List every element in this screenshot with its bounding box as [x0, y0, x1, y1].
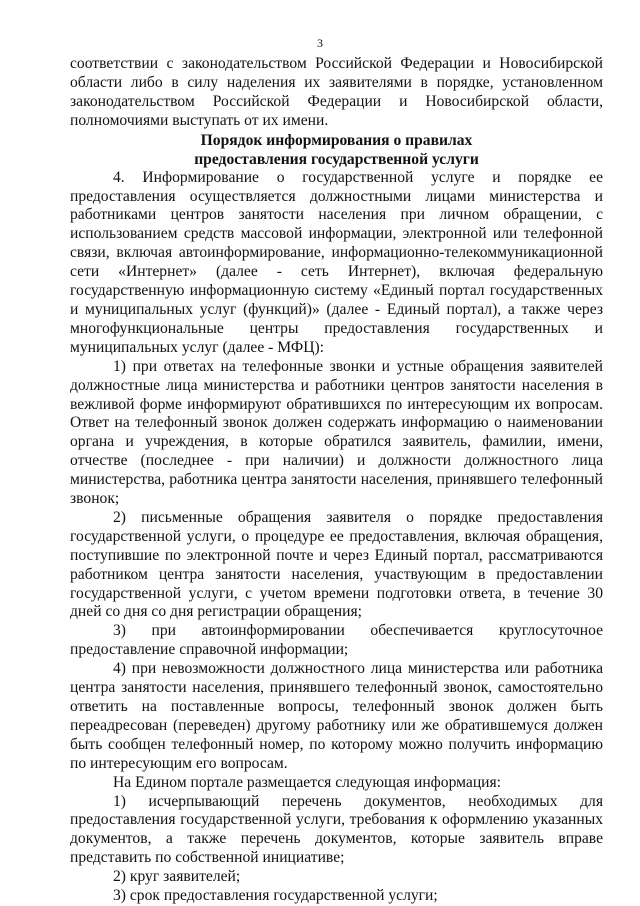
list-item-autoinforming: 3) при автоинформировании обеспечивается круглосуточное предоставление справочной информации; [70, 622, 603, 659]
list-item-call-redirect: 4) при невозможности должностного лица министерства или работника центра занятости населения, принявшего телефонный звонок, самостоятельно ответить на поставленные вопросы, телефонный звонок должен быть переадресован (переведен) другому работнику или же обратившемуся должен быть сообщен телефонный номер, по которому можно получить информацию по интересующим его вопросам. [70, 660, 603, 772]
list-item-service-term: 3) срок предоставления государственной услуги; [113, 887, 438, 905]
intro-paragraph: соответствии с законодательством Российской Федерации и Новосибирской области либо в силу наделения их заявителями в порядке, установленном законодательством Российской Федерации и Новосибирской области, полномочиями выступать от их имени. [70, 55, 603, 129]
list-item-written-requests: 2) письменные обращения заявителя о порядке предоставления государственной услуги, о процедуре ее предоставления, включая обращения, поступившие по электронной почте и через Единый портал, рассматриваются работником центра занятости населения, участвующим в предоставлении государственной услуги, с учетом времени подготовки ответа, в течение 30 дней со дня со дня регистрации обращения; [70, 508, 603, 621]
page-number: 3 [317, 36, 323, 50]
section-heading [70, 131, 603, 169]
paragraph-portal-info: На Едином портале размещается следующая информация: [113, 773, 502, 791]
list-item-phone-calls: 1) при ответах на телефонные звонки и устные обращения заявителей должностные лица министерства и работники центров занятости населения в вежливой форме информируют обратившихся по интересующим их вопросам. Ответ на телефонный звонок должен содержать информацию о наименовании органа и учреждения, в которые обратился заявитель, фамилии, имени, отчестве (последнее - при наличии) и должности должностного лица министерства, работника центра занятости населения, принявшего телефонный звонок; [70, 357, 603, 508]
paragraph-informing: 4. Информирование о государственной услуге и порядке ее предоставления осуществляется должностными лицами министерства и работниками центров занятости населения при личном обращении, с использованием средств массовой информации, электронной или телефонной связи, включая автоинформирование, информационно-телекоммуникационной сети «Интернет» (далее - сеть Интернет), включая федеральную государственную информационную систему «Единый портал государственных и муниципальных услуг (функций)» (далее - Единый портал), а также через многофункциональные центры предоставления государственных и муниципальных услуг (далее - МФЦ): [70, 168, 603, 356]
document-body [70, 55, 603, 906]
section-heading-line-2: предоставления государственной услуги [194, 150, 479, 168]
list-item-applicants: 2) круг заявителей; [113, 868, 241, 886]
list-item-documents: 1) исчерпывающий перечень документов, необходимых для предоставления государственной услуги, требования к оформлению указанных документов, а также перечень документов, которые заявитель вправе представить по собственной инициативе; [70, 792, 603, 867]
section-heading-line-1: Порядок информирования о правилах [200, 131, 473, 149]
